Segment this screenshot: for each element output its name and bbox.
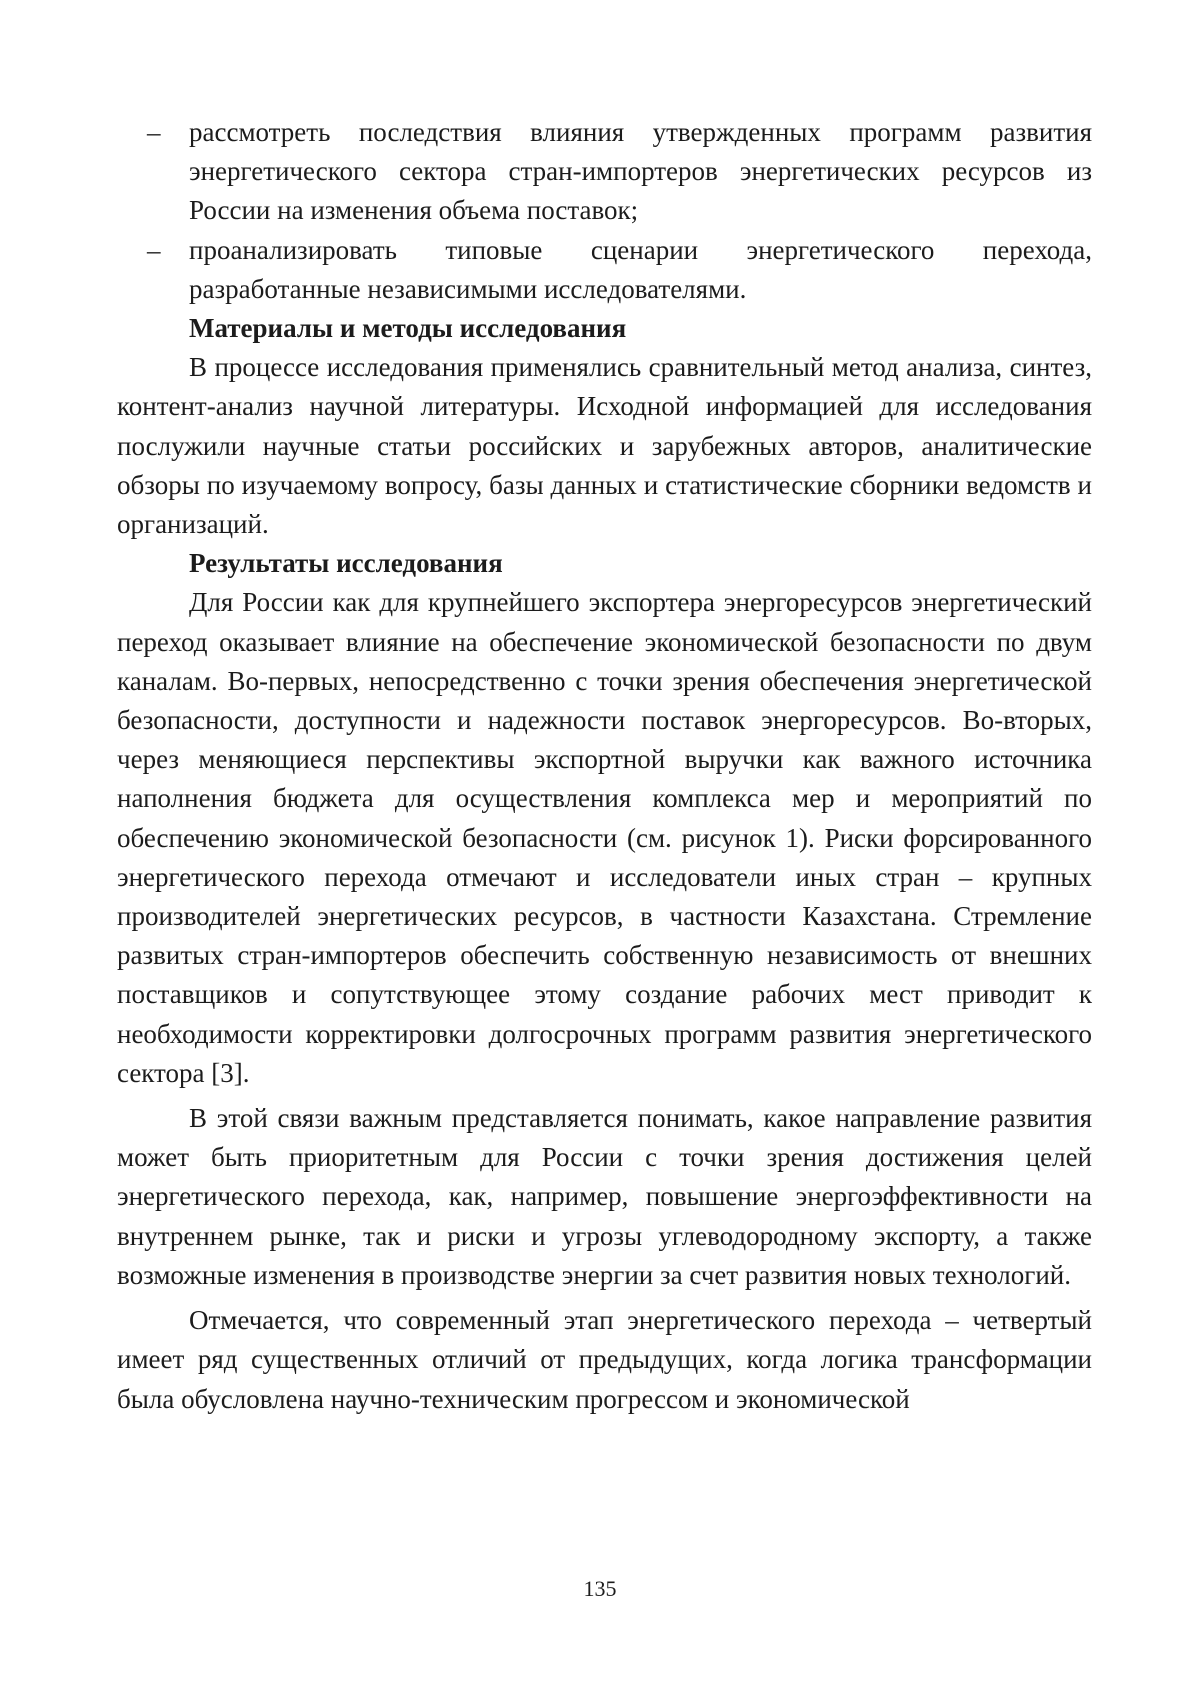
- results-paragraph-1: Для России как для крупнейшего экспортера энергоресурсов энергетический переход оказывает влияние на обеспечение экономической безопасности по двум каналам. Во-первых, непосредственно с точки зрения обеспечения энергетической безопасности, доступности и надежности поставок энергоресурсов. Во-вторых, через меняющиеся перспективы экспортной выручки как важного источника наполнения бюджета для осуществления комплекса мер и мероприятий по обеспечению экономической безопасности (см. рисунок 1). Риски форсированного энергетического перехода отмечают и исследователи иных стран – крупных производителей энергетических ресурсов, в частности Казахстана. Стремление развитых стран-импортеров обеспечить собственную независимость от внешних поставщиков и сопутствующее этому создание рабочих мест приводит к необходимости корректировки долгосрочных программ развития энергетического сектора [3].: [117, 587, 1092, 1088]
- results-paragraph-3: Отмечается, что современный этап энергетического перехода – четвертый имеет ряд существенных отличий от предыдущих, когда логика трансформации была обусловлена научно-техническим прогрессом и экономической: [117, 1305, 1092, 1414]
- results-heading: Результаты исследования: [189, 548, 503, 579]
- methods-paragraph: В процессе исследования применялись сравнительный метод анализа, синтез, контент-анализ научной литературы. Исходной информацией для исследования послужили научные статьи российских и зарубежных авторов, аналитические обзоры по изучаемому вопросу, базы данных и статистические сборники ведомств и организаций.: [117, 352, 1092, 540]
- bullet-item: [117, 231, 1092, 309]
- methods-heading: Материалы и методы исследования: [189, 313, 627, 344]
- bullet-text: рассмотреть последствия влияния утвержденных программ развития энергетического сектора стран-импортеров энергетических ресурсов из России на изменения объема поставок;: [189, 117, 1092, 226]
- document-page: [117, 113, 1092, 1419]
- dash-marker: –: [147, 117, 161, 147]
- results-paragraph-2: В этой связи важным представляется понимать, какое направление развития может быть приоритетным для России с точки зрения достижения целей энергетического перехода, как, например, повышение энергоэффективности на внутреннем рынке, так и риски и угрозы углеводородному экспорту, а также возможные изменения в производстве энергии за счет развития новых технологий.: [117, 1103, 1092, 1290]
- bullet-list: [117, 113, 1092, 309]
- bullet-item: [117, 113, 1092, 231]
- dash-marker: –: [147, 234, 161, 265]
- bullet-text: проанализировать типовые сценарии энергетического перехода, разработанные независимыми исследователями.: [189, 234, 1092, 304]
- page-number: 135: [583, 1576, 617, 1601]
